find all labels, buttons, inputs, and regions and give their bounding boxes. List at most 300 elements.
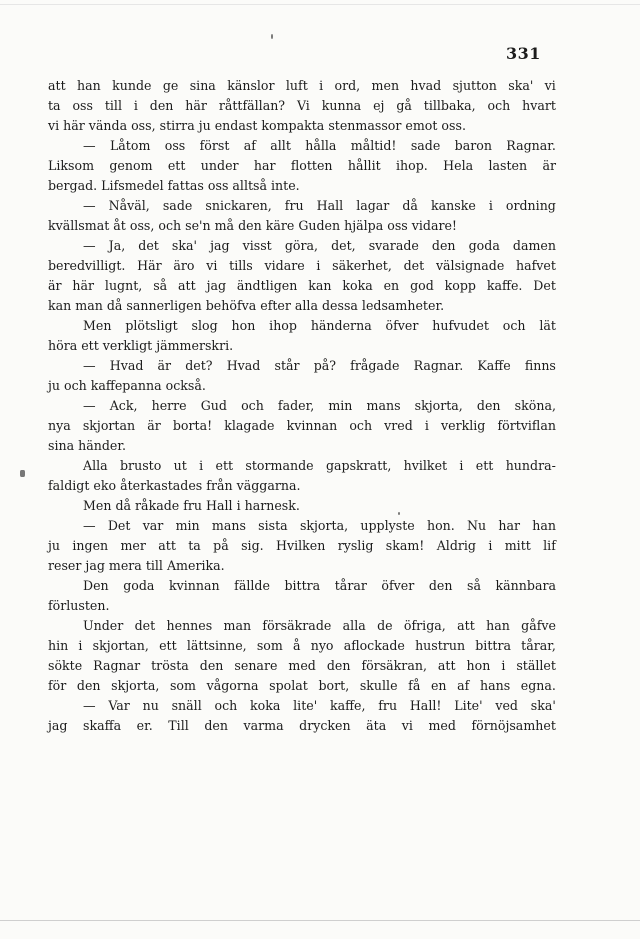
word: hafvet — [516, 258, 556, 273]
word: lugnt, — [104, 278, 143, 293]
word: finns — [524, 358, 556, 373]
word: skaffa — [83, 718, 122, 733]
word: — — [83, 198, 96, 213]
word: vidare — [264, 258, 305, 273]
word: fällde — [234, 578, 270, 593]
word: fru — [378, 698, 398, 713]
word: råttfällan? — [218, 98, 286, 113]
text-line — [48, 256, 556, 276]
word: i — [424, 418, 429, 433]
word: hin — [48, 638, 69, 653]
text-line — [48, 136, 556, 156]
word: sina — [189, 78, 216, 93]
word: kunna — [321, 98, 362, 113]
word: hon — [231, 318, 256, 333]
word: allt — [270, 138, 291, 153]
word: goda — [468, 238, 500, 253]
word: lättsinne, — [186, 638, 247, 653]
word: att — [437, 658, 456, 673]
word: Men — [83, 318, 112, 333]
word: Under — [83, 618, 124, 633]
word: sökte — [48, 658, 83, 673]
word: — — [83, 138, 96, 153]
word: Hvilken — [275, 538, 326, 553]
word: ut — [173, 458, 187, 473]
word: trösta — [151, 658, 189, 673]
text-line — [48, 656, 556, 676]
word: i — [501, 658, 506, 673]
word: är — [147, 418, 161, 433]
word: skjorta, — [299, 518, 349, 533]
word: spolat — [269, 678, 308, 693]
text-line — [48, 416, 556, 436]
word: hålla — [305, 138, 337, 153]
word: vred — [384, 418, 413, 433]
word: det — [138, 238, 159, 253]
word: Kaffe — [477, 358, 511, 373]
word: mitt — [504, 538, 531, 553]
word: å — [293, 638, 301, 653]
text-line — [48, 396, 556, 416]
word: Till — [168, 718, 189, 733]
body-text — [48, 76, 556, 736]
word: kunde — [112, 78, 152, 93]
word: luft — [285, 78, 308, 93]
word: damen — [512, 238, 556, 253]
word: tillbaka, — [423, 98, 476, 113]
word: Lite' — [454, 698, 483, 713]
word: bort, — [318, 678, 350, 693]
word: baron — [454, 138, 492, 153]
word: tårar, — [521, 638, 556, 653]
word: försäkran, — [361, 658, 427, 673]
word: det — [134, 618, 156, 633]
word: och — [487, 98, 511, 113]
word: i — [459, 458, 464, 473]
text-line — [48, 576, 556, 596]
word: sade — [162, 198, 193, 213]
text-line — [48, 316, 556, 336]
word: välsignade — [435, 258, 505, 273]
word: som — [169, 678, 196, 693]
word: och — [349, 418, 373, 433]
text-line — [48, 456, 556, 476]
word: hennes — [166, 618, 213, 633]
word: flotten — [290, 158, 333, 173]
word: ett — [159, 638, 177, 653]
word: hållit — [347, 158, 381, 173]
word: tårar — [334, 578, 367, 593]
word: kännbara — [495, 578, 556, 593]
word: så — [153, 278, 168, 293]
text-line — [48, 76, 556, 96]
word: sista — [258, 518, 288, 533]
word: att — [158, 538, 176, 553]
word: är — [48, 278, 62, 293]
bottom-edge — [0, 920, 640, 921]
word: skulle — [359, 678, 398, 693]
word: ved — [495, 698, 518, 713]
word: öfriga, — [403, 618, 446, 633]
word: man — [223, 618, 252, 633]
word: mer — [120, 538, 146, 553]
text-line — [48, 536, 556, 556]
word: en — [383, 278, 400, 293]
word: skjorta, — [414, 398, 463, 413]
word: sade — [410, 138, 441, 153]
word: här — [185, 98, 207, 113]
word: verklig — [441, 418, 486, 433]
word: skjortan, — [92, 638, 149, 653]
text-line: bergad. Lifsmedel fattas oss alltså inte. — [48, 178, 300, 193]
word: af — [243, 138, 256, 153]
word: att — [178, 278, 196, 293]
word: men — [371, 78, 400, 93]
word: herre — [151, 398, 187, 413]
word: Låtom — [109, 138, 151, 153]
word: mans — [366, 398, 401, 413]
text-line: höra ett verkligt jämmerskri. — [48, 338, 234, 353]
word: fru — [284, 198, 304, 213]
word: stället — [516, 658, 556, 673]
word: kaffe, — [329, 698, 366, 713]
word: var — [142, 518, 164, 533]
word: som — [256, 638, 283, 653]
word: hon — [466, 658, 491, 673]
word: ryslig — [337, 538, 374, 553]
word: känslor — [227, 78, 275, 93]
word: Alla — [83, 458, 108, 473]
word: ska' — [171, 238, 197, 253]
word: den — [476, 398, 501, 413]
word: den — [149, 98, 174, 113]
word: den — [428, 578, 453, 593]
word: aflockade — [343, 638, 405, 653]
word: tills — [229, 258, 253, 273]
word: kanske — [430, 198, 476, 213]
word: Det — [533, 278, 556, 293]
text-line — [48, 616, 556, 636]
word: varma — [243, 718, 284, 733]
word: hvart — [522, 98, 556, 113]
word: klagade — [224, 418, 275, 433]
word: hvilket — [403, 458, 448, 473]
word: så — [467, 578, 481, 593]
word: hon. — [426, 518, 455, 533]
word: få — [408, 678, 421, 693]
word: bittra — [284, 578, 321, 593]
word: en — [430, 678, 447, 693]
top-edge — [0, 4, 640, 5]
text-line — [48, 276, 556, 296]
word: skjorta, — [111, 678, 160, 693]
word: hvad — [410, 78, 442, 93]
word: jag — [206, 278, 227, 293]
word: händerna — [310, 318, 372, 333]
word: gåfve — [521, 618, 556, 633]
word: och — [502, 318, 526, 333]
word: Här — [137, 258, 162, 273]
word: mans — [211, 518, 246, 533]
text-line — [48, 716, 556, 736]
word: med — [288, 658, 316, 673]
word: er. — [136, 718, 153, 733]
word: ett — [215, 458, 234, 473]
word: Ragnar — [93, 658, 141, 673]
word: i — [316, 258, 321, 273]
word: Liksom — [48, 158, 95, 173]
word: öfver — [381, 578, 415, 593]
word: står — [274, 358, 300, 373]
word: beredvilligt. — [48, 258, 126, 273]
word: gapskratt, — [325, 458, 392, 473]
text-line: kan man då sannerligen behöfva efter alla dessa ledsamheter. — [48, 298, 445, 313]
word: den — [431, 238, 456, 253]
text-line — [48, 636, 556, 656]
word: i — [319, 78, 324, 93]
word: det — [403, 258, 425, 273]
word: af — [457, 678, 470, 693]
scan-speck — [398, 512, 400, 515]
word: i — [199, 458, 204, 473]
text-line — [48, 356, 556, 376]
word: kaffe. — [486, 278, 523, 293]
word: upplyste — [360, 518, 415, 533]
word: lite' — [293, 698, 318, 713]
word: egna. — [520, 678, 556, 693]
word: den — [199, 658, 224, 673]
word: Vi — [296, 98, 310, 113]
word: Hvad — [109, 358, 144, 373]
word: då — [402, 198, 418, 213]
word: är — [542, 158, 556, 173]
word: Det — [107, 518, 131, 533]
word: fader, — [277, 398, 315, 413]
word: vi — [401, 718, 413, 733]
word: under — [200, 158, 239, 173]
word: — — [83, 238, 96, 253]
word: på — [213, 538, 229, 553]
word: sköna, — [514, 398, 556, 413]
text-line — [48, 516, 556, 536]
word: göra, — [284, 238, 318, 253]
word: ord, — [334, 78, 361, 93]
text-line: ju och kaffepanna också. — [48, 378, 206, 393]
text-line — [48, 236, 556, 256]
word: min — [328, 398, 353, 413]
word: jag — [210, 238, 230, 253]
word: koka — [250, 698, 281, 713]
word: hundra- — [505, 458, 556, 473]
word: alla — [342, 618, 366, 633]
word: nu — [142, 698, 159, 713]
word: min — [175, 518, 200, 533]
word: Ragnar. — [506, 138, 556, 153]
text-line — [48, 96, 556, 116]
word: Ja, — [108, 238, 126, 253]
word: kvinnan — [168, 578, 220, 593]
word: bittra — [475, 638, 511, 653]
word: de — [377, 618, 393, 633]
word: vi — [206, 258, 218, 273]
word: har — [253, 158, 276, 173]
word: — — [83, 358, 96, 373]
word: han — [486, 618, 510, 633]
word: jag — [48, 718, 68, 733]
word: borta! — [172, 418, 213, 433]
word: att — [48, 78, 66, 93]
word: Hall! — [409, 698, 442, 713]
word: den — [326, 658, 351, 673]
word: koka — [342, 278, 373, 293]
word: i — [133, 98, 138, 113]
word: visst — [242, 238, 272, 253]
text-line: vi här vända oss, stirra ju endast kompakta stenmassor emot oss. — [48, 118, 466, 133]
text-line — [48, 156, 556, 176]
word: frågade — [350, 358, 400, 373]
word: brusto — [120, 458, 162, 473]
word: äta — [366, 718, 387, 733]
word: Gud — [200, 398, 227, 413]
word: och — [241, 398, 264, 413]
word: — — [83, 398, 96, 413]
word: för — [48, 678, 67, 693]
text-line — [48, 696, 556, 716]
word: oss — [72, 98, 93, 113]
word: Ack, — [109, 398, 138, 413]
word: den — [76, 678, 101, 693]
word: senare — [234, 658, 278, 673]
word: Nåväl, — [108, 198, 150, 213]
text-line — [48, 676, 556, 696]
text-line: sina händer. — [48, 438, 126, 453]
word: först — [199, 138, 230, 153]
word: han — [77, 78, 101, 93]
word: kvinnan — [286, 418, 338, 433]
word: lät — [539, 318, 556, 333]
word: skjortan — [82, 418, 136, 433]
word: kopp — [444, 278, 476, 293]
scan-speck — [20, 470, 25, 477]
word: lagar — [356, 198, 390, 213]
text-line: Men då råkade fru Hall i harnesk. — [83, 498, 300, 513]
text-line: reser jag mera till Amerika. — [48, 558, 225, 573]
word: drycken — [299, 718, 351, 733]
word: Ragnar. — [413, 358, 464, 373]
word: gå — [396, 98, 412, 113]
word: försäkrade — [262, 618, 332, 633]
word: hustrun — [415, 638, 466, 653]
word: ett — [475, 458, 494, 473]
word: slog — [191, 318, 218, 333]
page-number: 331 — [506, 44, 541, 63]
word: med — [428, 718, 456, 733]
word: på? — [313, 358, 337, 373]
word: det, — [331, 238, 356, 253]
word: sjutton — [452, 78, 497, 93]
word: plötsligt — [125, 318, 178, 333]
word: skam! — [385, 538, 425, 553]
word: sig. — [241, 538, 264, 553]
word: är — [157, 358, 172, 373]
text-line: faldigt eko återkastades från väggarna. — [48, 478, 301, 493]
word: kan — [308, 278, 332, 293]
word: hans — [479, 678, 511, 693]
word: ta — [48, 98, 61, 113]
word: goda — [123, 578, 155, 593]
word: genom — [109, 158, 153, 173]
word: hufvudet — [432, 318, 489, 333]
word: öfver — [385, 318, 419, 333]
word: god — [410, 278, 434, 293]
word: ordning — [505, 198, 556, 213]
word: svarade — [368, 238, 419, 253]
word: — — [83, 698, 96, 713]
word: ingen — [72, 538, 109, 553]
word: ta — [188, 538, 201, 553]
word: Hvad — [226, 358, 261, 373]
word: säkerhet, — [332, 258, 392, 273]
word: den — [204, 718, 228, 733]
word: ändtligen — [236, 278, 298, 293]
word: Var — [108, 698, 130, 713]
word: i — [488, 198, 493, 213]
word: nyo — [310, 638, 334, 653]
word: ska' — [508, 78, 534, 93]
word: i — [78, 638, 83, 653]
word: — — [83, 518, 96, 533]
word: ihop — [269, 318, 297, 333]
word: han — [532, 518, 556, 533]
word: ge — [162, 78, 179, 93]
word: vi — [544, 78, 556, 93]
word: äro — [173, 258, 195, 273]
word: Den — [83, 578, 109, 593]
word: Aldrig — [436, 538, 476, 553]
text-line: förlusten. — [48, 598, 110, 613]
word: ett — [167, 158, 186, 173]
word: ska' — [530, 698, 556, 713]
word: snickaren, — [205, 198, 272, 213]
word: lasten — [488, 158, 528, 173]
word: att — [457, 618, 475, 633]
word: snäll — [171, 698, 202, 713]
word: ej — [373, 98, 385, 113]
word: oss — [164, 138, 186, 153]
word: till — [104, 98, 122, 113]
word: Nu — [467, 518, 487, 533]
word: här — [72, 278, 95, 293]
text-line: kvällsmat åt oss, och se'n må den käre Guden hjälpa oss vidare! — [48, 218, 457, 233]
word: nya — [48, 418, 71, 433]
word: måltid! — [350, 138, 397, 153]
word: har — [498, 518, 521, 533]
word: Hall — [316, 198, 344, 213]
word: ju — [48, 538, 61, 553]
word: stormande — [245, 458, 314, 473]
word: förtviflan — [497, 418, 556, 433]
word: det? — [185, 358, 213, 373]
word: i — [488, 538, 493, 553]
word: vågorna — [206, 678, 259, 693]
word: förnöjsamhet — [471, 718, 556, 733]
text-line — [48, 196, 556, 216]
word: Hela — [443, 158, 474, 173]
scan-speck — [271, 34, 273, 39]
word: lif — [543, 538, 556, 553]
word: och — [214, 698, 238, 713]
word: ihop. — [396, 158, 428, 173]
